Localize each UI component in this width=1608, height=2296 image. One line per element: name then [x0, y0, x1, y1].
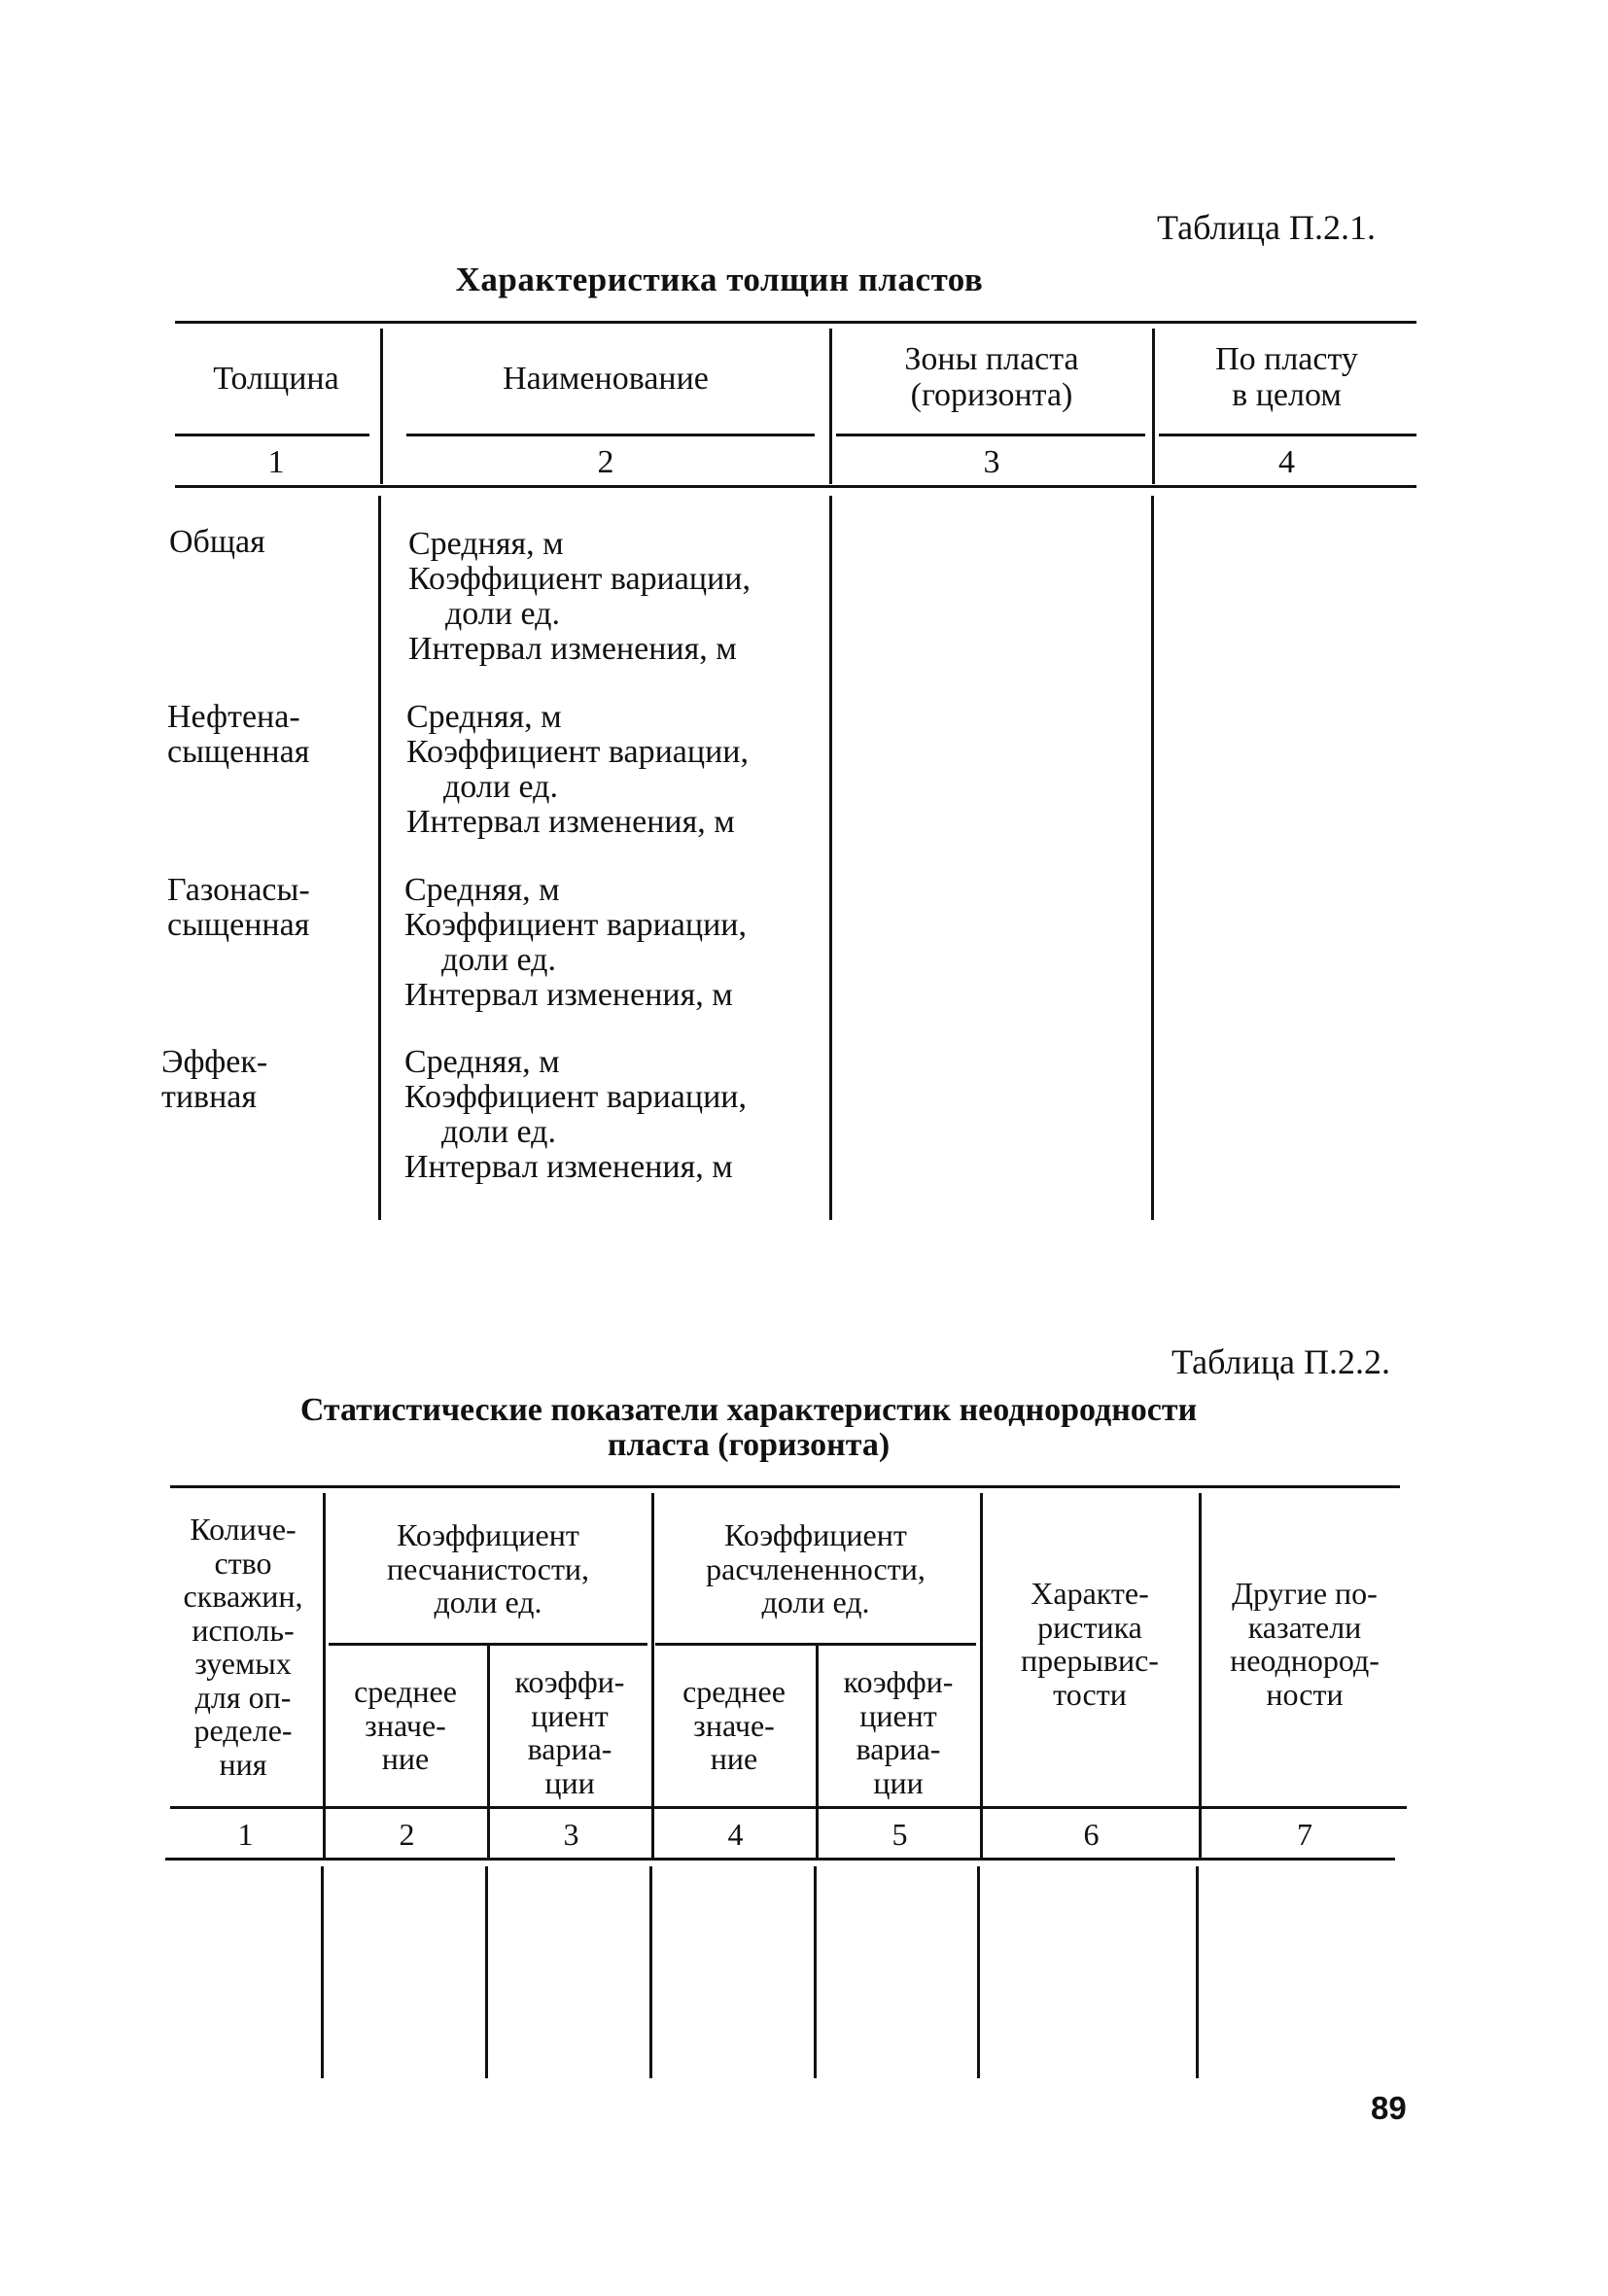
column-number: 4 — [1278, 444, 1295, 480]
column-divider — [378, 496, 381, 1220]
header-name: Наименование — [503, 361, 709, 397]
header-rule — [175, 434, 369, 436]
row-label: Эффек- тивная — [161, 1044, 268, 1115]
column-number: 6 — [1083, 1817, 1100, 1852]
header-rule — [836, 434, 1145, 436]
measure-range: Интервал изменения, м — [406, 804, 735, 840]
table-caption: Таблица П.2.1. — [1157, 208, 1376, 247]
column-numbers-rule — [175, 485, 1416, 488]
column-divider — [1199, 1493, 1202, 1858]
header-thickness: Толщина — [213, 361, 339, 397]
column-number: 7 — [1297, 1817, 1312, 1852]
table-caption: Таблица П.2.2. — [1171, 1342, 1390, 1381]
column-number: 3 — [563, 1817, 579, 1852]
column-divider — [829, 496, 832, 1220]
measure-cv: Коэффициент вариации, — [404, 1079, 747, 1115]
header-mean-value: среднее значе- ние — [682, 1674, 786, 1777]
measure-cv: Коэффициент вариации, — [406, 734, 749, 770]
column-divider — [323, 1493, 326, 1858]
header-variation-coefficient: коэффи- циент вариа- ции — [514, 1664, 625, 1800]
column-divider — [321, 1866, 324, 2078]
column-numbers-rule — [165, 1858, 1395, 1861]
header-sand-coefficient: Коэффициент песчанистости, доли ед. — [386, 1517, 590, 1620]
header-rule — [406, 434, 815, 436]
header-mean-value: среднее значе- ние — [354, 1674, 457, 1777]
column-number: 1 — [237, 1817, 254, 1852]
header-dissection-coefficient: Коэффициент расчлененности, доли ед. — [706, 1517, 926, 1620]
table-top-rule — [170, 1485, 1400, 1488]
measures-list — [408, 527, 751, 667]
measure-mean: Средняя, м — [406, 699, 562, 735]
header-discontinuity: Характе- ристика прерывис- тости — [1021, 1576, 1159, 1712]
column-divider — [980, 1493, 983, 1858]
measure-mean: Средняя, м — [408, 526, 564, 562]
row-label: Газонасы- сыщенная — [167, 872, 310, 943]
measures-list — [404, 1045, 747, 1185]
column-number: 2 — [597, 444, 614, 480]
column-number: 3 — [983, 444, 1000, 480]
column-divider — [1151, 496, 1154, 1220]
measure-mean: Средняя, м — [404, 1044, 560, 1080]
measure-range: Интервал изменения, м — [404, 1149, 733, 1185]
column-divider — [487, 1646, 490, 1858]
measure-cv-unit: доли ед. — [441, 942, 556, 978]
column-divider — [1152, 329, 1155, 484]
header-variation-coefficient: коэффи- циент вариа- ции — [843, 1664, 954, 1800]
header-rule — [1159, 434, 1416, 436]
measures-list — [406, 700, 749, 840]
header-rule — [170, 1806, 1407, 1809]
column-divider — [485, 1866, 488, 2078]
measure-range: Интервал изменения, м — [404, 977, 733, 1013]
column-number: 2 — [399, 1817, 415, 1852]
row-label: Нефтена- сыщенная — [167, 699, 310, 770]
column-divider — [814, 1866, 817, 2078]
header-wells-count: Количе- ство скважин, исполь- зуемых для оп- ределе- ния — [183, 1512, 303, 1782]
column-number: 1 — [267, 444, 285, 480]
column-divider — [1196, 1866, 1199, 2078]
column-divider — [380, 329, 383, 484]
header-whole-layer: По пласту в целом — [1215, 341, 1358, 413]
column-number: 5 — [891, 1817, 908, 1852]
page-number: 89 — [1371, 2090, 1407, 2126]
measures-list — [404, 873, 747, 1013]
table-title: Статистические показатели характеристик неоднородности пласта (горизонта) — [299, 1392, 1198, 1463]
column-divider — [977, 1866, 980, 2078]
table-title: Характеристика толщин пластов — [455, 261, 984, 298]
column-divider — [829, 329, 832, 484]
measure-cv: Коэффициент вариации, — [408, 561, 751, 597]
column-divider — [651, 1493, 654, 1858]
column-number: 4 — [727, 1817, 744, 1852]
measure-cv-unit: доли ед. — [443, 769, 558, 805]
header-other-indicators: Другие по- казатели неоднород- ности — [1230, 1576, 1380, 1712]
table-top-rule — [175, 321, 1416, 324]
measure-mean: Средняя, м — [404, 872, 560, 908]
column-divider — [649, 1866, 652, 2078]
row-label: Общая — [169, 524, 265, 560]
header-zones: Зоны пласта (горизонта) — [904, 341, 1079, 413]
measure-cv: Коэффициент вариации, — [404, 907, 747, 943]
measure-cv-unit: доли ед. — [445, 596, 560, 632]
column-divider — [816, 1646, 819, 1858]
measure-range: Интервал изменения, м — [408, 631, 737, 667]
measure-cv-unit: доли ед. — [441, 1114, 556, 1150]
